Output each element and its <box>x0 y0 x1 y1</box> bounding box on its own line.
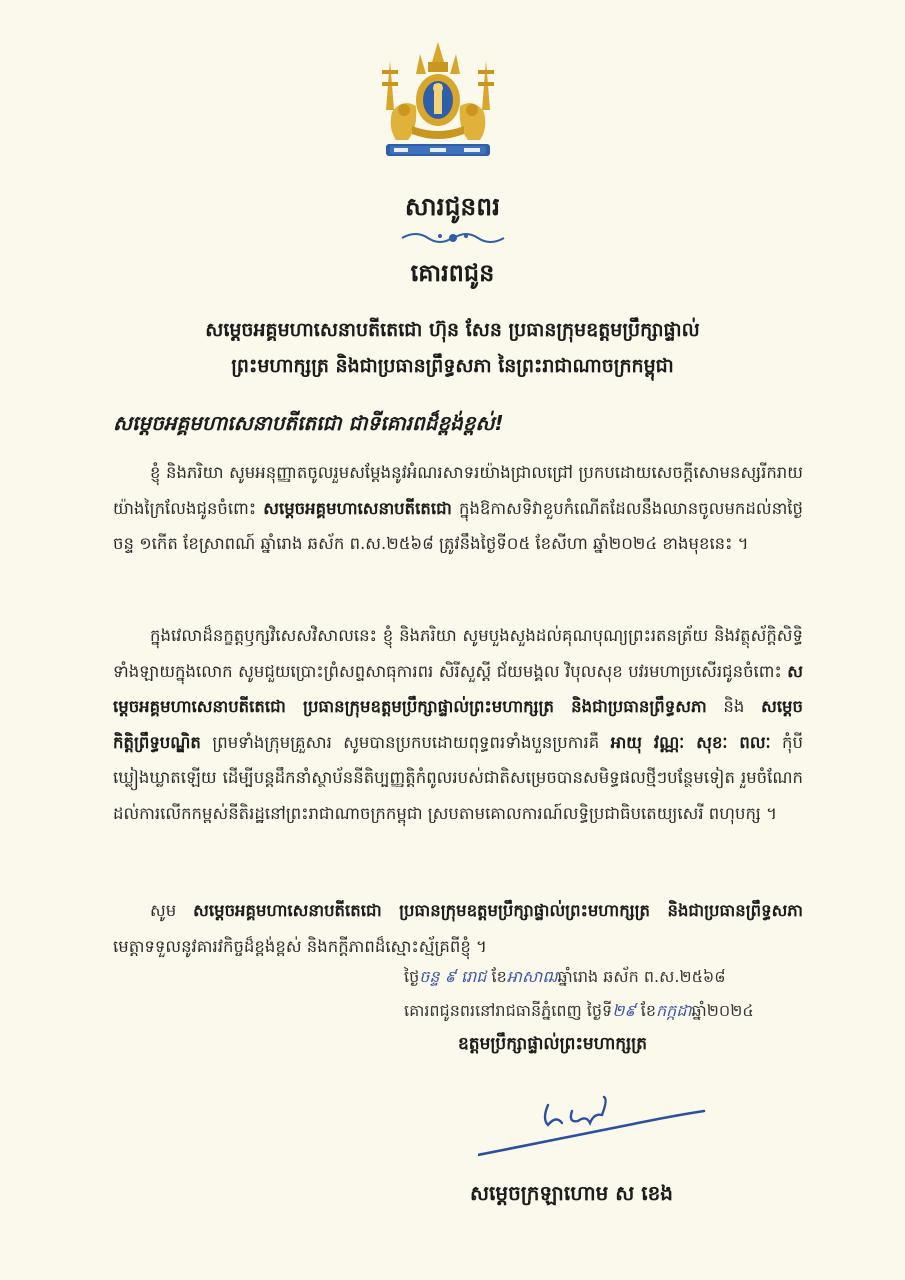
solar-date-suffix: ឆ្នាំ២០២៤ <box>691 1001 754 1020</box>
paragraph-birthday-greeting <box>113 455 803 562</box>
paragraph-closing <box>113 893 803 964</box>
ornament-divider-icon <box>398 227 508 249</box>
para2-conjunction: និង <box>706 697 762 716</box>
para2-family-text: ព្រមទាំងក្រុមគ្រួសារ សូមបានប្រកបដោយពុទ្ធពរទាំងបួនប្រការគឺ <box>200 732 611 752</box>
para3-prefix: សូម <box>150 901 194 920</box>
handwritten-signature-icon <box>478 1085 708 1165</box>
paragraph-blessing <box>113 618 803 831</box>
salutation: សម្តេចអគ្គមហាសេនាបតីតេជោ ជាទីគោរពដ៏ខ្ពង់ខ្ពស់! <box>113 411 504 435</box>
addressee-line-2: ព្រះមហាក្សត្រ និងជាប្រធានព្រឹទ្ធសភា នៃព្រះរាជាណាចក្រកម្ពុជា <box>231 355 674 377</box>
para1-text: ខ្ញុំ និងភរិយា សូមអនុញ្ញាតចូលរួមសម្តែងនូវអំណរសាទរយ៉ាងជ្រាលជ្រៅ ប្រកបដោយសេចក្តីសោមនស្សរីករាយយ៉ាងក្រៃលែងជូនចំពោះ <box>113 463 803 518</box>
royal-arms-icon <box>372 40 504 165</box>
signer-name: សម្តេចក្រឡាហោម ស ខេង <box>470 1181 673 1205</box>
letter-title: សារជូនពរ <box>404 192 501 221</box>
addressee-line-1: សម្តេចអគ្គមហាសេនាបតីតេជោ ហ៊ុន សែន ប្រធានក្រុមឧត្តមប្រឹក្សាផ្ទាល់ <box>205 319 700 341</box>
para2-four-blessings: អាយុ វណ្ណៈ សុខៈ ពលៈ <box>610 732 771 752</box>
lunar-date-handwritten-month: អាសាឍ <box>506 967 558 986</box>
respect-heading: គោរពជូន <box>410 259 495 287</box>
para3-closing: មេត្តាទទួលនូវគារវកិច្ចដ៏ខ្ពង់ខ្ពស់ និងកក្តីភាពដ៏ស្មោះស្ម័គ្រពីខ្ញុំ ។ <box>113 936 487 956</box>
solar-date-prefix: គោរពជូនពរនៅរាជធានីភ្នំពេញ ថ្ងៃទី <box>404 1001 613 1020</box>
lunar-date-line <box>404 966 726 990</box>
para2-spouse-title: សម្តេចកិត្តិព្រឹទ្ធបណ្ឌិត <box>113 697 804 752</box>
signer-office: ឧត្តមប្រឹក្សាផ្ទាល់ព្រះមហាក្សត្រ <box>458 1034 648 1054</box>
para1-honorific: សម្តេចអគ្គមហាសេនាបតីតេជោ <box>263 498 452 518</box>
para2-closing-text: កុំបីឃ្លៀងឃ្លាតឡើយ ដើម្បីបន្តដឹកនាំស្ថាប័ននីតិប្បញ្ញត្តិកំពូលរបស់ជាតិសម្រេចបានសមិទ្ធផលថ្មីៗបន្ថែមទៀត រួមចំណែកដល់ការលើកកម្ពស់នីតិរដ្ឋនៅព្រះរាជាណាចក្រកម្ពុជា ស្របតាមគោលការណ៍លទ្ធិប្រជាធិបតេយ្យសេរី ពហុបក្ស ។ <box>113 732 803 823</box>
solar-month-prefix: ខែ <box>635 1001 656 1020</box>
para2-title: សម្តេចអគ្គមហាសេនាបតីតេជោ ប្រធានក្រុមឧត្តមប្រឹក្សាផ្ទាល់ព្រះមហាក្សត្រ និងជាប្រធានព្រឹទ្ធសភា <box>113 661 803 716</box>
lunar-date-handwritten-day: ចន្ទ ៩ រោជ <box>419 967 487 986</box>
para1-date-text: ក្នុងឱកាសទិវាខួបកំណើតដែលនឹងឈានចូលមកដល់នាថ្ងៃចន្ទ ១កើត ខែស្រាពណ៍ ឆ្នាំរោង ឆស័ក ព.ស.២៥៦៨ ត្រូវនឹងថ្ងៃទី០៥ ខែសីហា ឆ្នាំ២០២៤ ខាងមុខនេះ ។ <box>113 498 803 553</box>
para2-text: ក្នុងវេលាដ៏នក្ខត្តឫក្សវិសេសវិសាលនេះ ខ្ញុំ និងភរិយា សូមបួងសួងដល់គុណបុណ្យព្រះរតនត្រ័យ និងវត្ថុស័ក្តិសិទ្ធិទាំងឡាយក្នុងលោក សូមជួយប្រោះព្រំសព្ទសាធុការពរ សិរីសួស្តី ជ័យមង្គល វិបុលសុខ បវរមហាប្រសើរជូនចំពោះ <box>113 626 803 681</box>
para3-title: សម្តេចអគ្គមហាសេនាបតីតេជោ ប្រធានក្រុមឧត្តមប្រឹក្សាផ្ទាល់ព្រះមហាក្សត្រ និងជាប្រធានព្រឹទ្ធសភា <box>193 901 803 920</box>
solar-date-line <box>404 1000 754 1024</box>
lunar-month-prefix: ខែ <box>486 967 507 986</box>
solar-date-handwritten-day: ២៩ <box>612 1001 636 1020</box>
solar-date-handwritten-month: កក្កដា <box>655 1001 692 1020</box>
lunar-date-suffix: ឆ្នាំរោង ឆស័ក ព.ស.២៥៦៨ <box>557 967 726 986</box>
lunar-date-prefix: ថ្ងៃ <box>404 967 420 986</box>
